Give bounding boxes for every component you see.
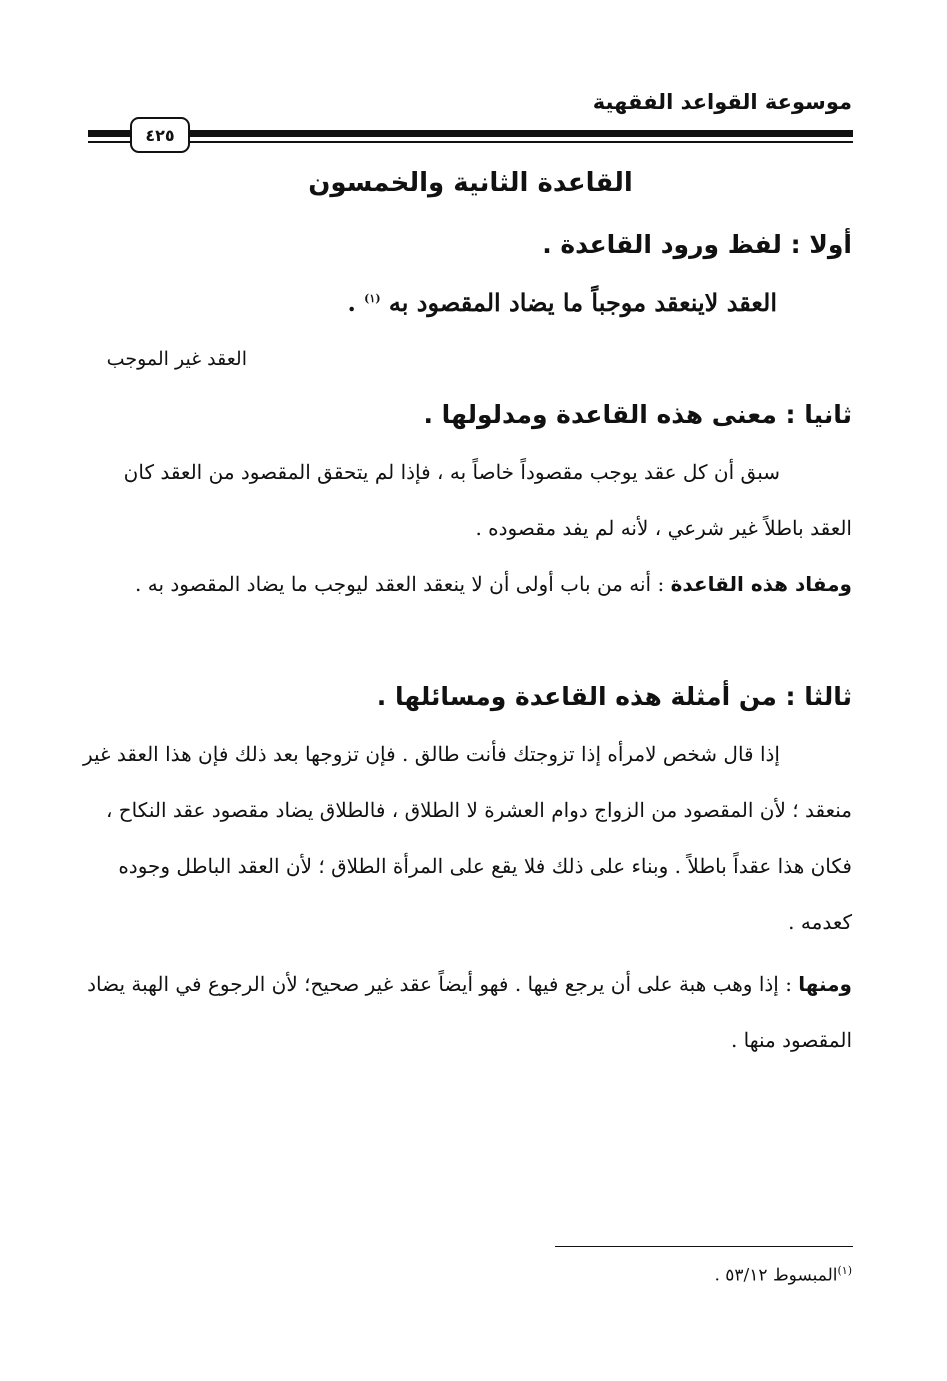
paragraph-example2 bbox=[82, 956, 852, 1068]
paragraph-purport bbox=[82, 556, 852, 612]
rule-end: . bbox=[347, 288, 365, 317]
margin-note: العقد غير الموجب bbox=[106, 348, 247, 370]
footnote-marker: (١) bbox=[837, 1264, 852, 1277]
example2-lead: ومنها bbox=[798, 972, 852, 996]
running-title: موسوعة القواعد الفقهية bbox=[592, 90, 852, 114]
footnote-text: المبسوط ٥٣/١٢ . bbox=[714, 1265, 838, 1286]
footnote-rule bbox=[555, 1246, 853, 1247]
paragraph-example1 bbox=[82, 726, 852, 950]
paragraph-meaning-text: سبق أن كل عقد يوجب مقصوداً خاصاً به ، فإذا لم يتحقق المقصود من العقد كان العقد باطلاً غير شرعي ، لأنه لم يفد مقصوده . bbox=[123, 460, 852, 540]
example2-text: : إذا وهب هبة على أن يرجع فيها . فهو أيضاً عقد غير صحيح؛ لأن الرجوع في الهبة يضاد المقصود منها . bbox=[87, 972, 852, 1052]
rule-statement bbox=[137, 288, 777, 317]
page-number: ٤٢٥ bbox=[130, 117, 190, 153]
heading-part1: أولا : لفظ ورود القاعدة . bbox=[542, 230, 852, 259]
purport-text: : أنه من باب أولى أن لا ينعقد العقد ليوجب ما يضاد المقصود به . bbox=[135, 572, 671, 596]
header-rule-thick bbox=[88, 130, 853, 137]
purport-lead: ومفاد هذه القاعدة bbox=[670, 572, 852, 596]
footnote-ref: (١) bbox=[364, 292, 381, 305]
header-rule-thin bbox=[88, 141, 853, 143]
example1-text: إذا قال شخص لامرأه إذا تزوجتك فأنت طالق . فإن تزوجها بعد ذلك فإن هذا العقد غير منعقد ؛ لأن المقصود من الزواج دوام العشرة لا الطلاق ، فالطلاق يضاد مقصود عقد النكاح ، فكان هذا عقداً باطلاً . وبناء على ذلك فلا يقع على المرأة الطلاق ؛ لأن العقد الباطل وجوده كعدمه . bbox=[82, 742, 852, 934]
rule-text: العقد لاينعقد موجباً ما يضاد المقصود به bbox=[388, 288, 777, 317]
section-title: القاعدة الثانية والخمسون bbox=[308, 168, 633, 198]
heading-part2: ثانيا : معنى هذه القاعدة ومدلولها . bbox=[423, 400, 852, 429]
footnote bbox=[714, 1264, 852, 1286]
paragraph-meaning bbox=[82, 444, 852, 556]
heading-part3: ثالثا : من أمثلة هذه القاعدة ومسائلها . bbox=[376, 682, 852, 711]
